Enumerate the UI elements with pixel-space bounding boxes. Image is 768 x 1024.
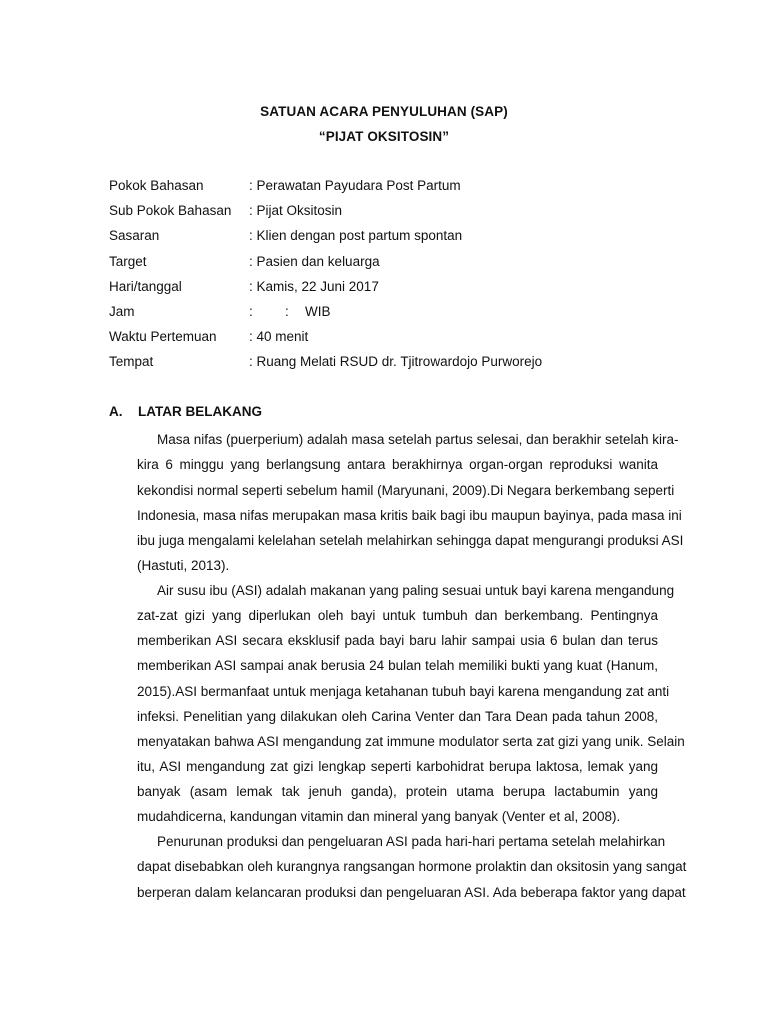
info-value: : <box>249 304 253 319</box>
document-subtitle: “PIJAT OKSITOSIN” <box>318 129 450 144</box>
paragraph-line: Indonesia, masa nifas merupakan masa kritis baik bagi ibu maupun bayinya, pada masa ini <box>137 508 682 523</box>
info-row-tempat <box>109 352 669 372</box>
paragraph-line: (Hastuti, 2013). <box>137 558 230 573</box>
info-value-separator: : <box>285 304 289 319</box>
info-value: : Pijat Oksitosin <box>249 203 343 218</box>
info-label: Waktu Pertemuan <box>109 329 217 344</box>
info-label: Pokok Bahasan <box>109 178 204 193</box>
info-label: Sasaran <box>109 228 160 243</box>
paragraph-line: Penurunan produksi dan pengeluaran ASI pada hari-hari pertama setelah melahirkan <box>157 834 666 849</box>
info-row-jam <box>109 302 669 322</box>
document-title: SATUAN ACARA PENYULUHAN (SAP) <box>260 104 508 119</box>
paragraph-line: menyatakan bahwa ASI mengandung zat immune modulator serta zat gizi yang unik. Selain <box>137 734 685 749</box>
paragraph-line: 2015).ASI bermanfaat untuk menjaga ketahanan tubuh bayi karena mengandung zat anti <box>137 684 670 699</box>
info-value: : Klien dengan post partum spontan <box>249 228 463 243</box>
paragraph-line: zat-zat gizi yang diperlukan oleh bayi untuk tumbuh dan berkembang. Pentingnya <box>137 608 658 623</box>
section-number: A. <box>109 404 123 419</box>
paragraph-line: Masa nifas (puerperium) adalah masa setelah partus selesai, dan berakhir setelah kira- <box>157 432 679 447</box>
info-value: : Ruang Melati RSUD dr. Tjitrowardojo Purworejo <box>249 354 543 369</box>
info-value: : Pasien dan keluarga <box>249 254 380 269</box>
info-value: : Kamis, 22 Juni 2017 <box>249 279 379 294</box>
info-label: Tempat <box>109 354 154 369</box>
info-row-waktu-pertemuan <box>109 327 669 347</box>
paragraph-line: kira 6 minggu yang berlangsung antara berakhirnya organ-organ reproduksi wanita <box>137 457 658 472</box>
info-row-sub-pokok-bahasan <box>109 201 669 221</box>
section-heading <box>109 402 262 422</box>
info-row-sasaran <box>109 226 669 246</box>
info-label: Jam <box>109 304 135 319</box>
paragraph-line: ibu juga mengalami kelelahan setelah melahirkan sehingga dapat mengurangi produksi ASI <box>137 533 684 548</box>
info-row-target <box>109 252 669 272</box>
info-label: Hari/tanggal <box>109 279 182 294</box>
info-label: Target <box>109 254 147 269</box>
paragraph-line: itu, ASI mengandung zat gizi lengkap seperti karbohidrat berupa laktosa, lemak yang <box>137 759 658 774</box>
info-row-hari-tanggal <box>109 277 669 297</box>
info-value: : Perawatan Payudara Post Partum <box>249 178 461 193</box>
paragraph-line: memberikan ASI secara eksklusif pada bayi baru lahir sampai usia 6 bulan dan terus <box>137 633 658 648</box>
paragraph-line: kekondisi normal seperti sebelum hamil (Maryunani, 2009).Di Negara berkembang seperti <box>137 483 675 498</box>
paragraph-line: berperan dalam kelancaran produksi dan pengeluaran ASI. Ada beberapa faktor yang dapat <box>137 885 686 900</box>
paragraph-line: banyak (asam lemak tak jenuh ganda), protein utama berupa lactabumin yang <box>137 784 658 799</box>
info-label: Sub Pokok Bahasan <box>109 203 232 218</box>
section-title: LATAR BELAKANG <box>138 404 262 419</box>
paragraph-line: Air susu ibu (ASI) adalah makanan yang paling sesuai untuk bayi karena mengandung <box>157 583 675 598</box>
paragraph-line: infeksi. Penelitian yang dilakukan oleh Carina Venter dan Tara Dean pada tahun 2008, <box>137 709 658 724</box>
paragraph-line: dapat disebabkan oleh kurangnya rangsangan hormone prolaktin dan oksitosin yang sangat <box>137 859 687 874</box>
info-value: : 40 menit <box>249 329 309 344</box>
paragraph-line: mudahdicerna, kandungan vitamin dan mineral yang banyak (Venter et al, 2008). <box>137 809 621 824</box>
info-row-pokok-bahasan <box>109 176 669 196</box>
info-value-unit: WIB <box>305 304 331 319</box>
paragraph-line: memberikan ASI sampai anak berusia 24 bulan telah memiliki bukti yang kuat (Hanum, <box>137 658 658 673</box>
